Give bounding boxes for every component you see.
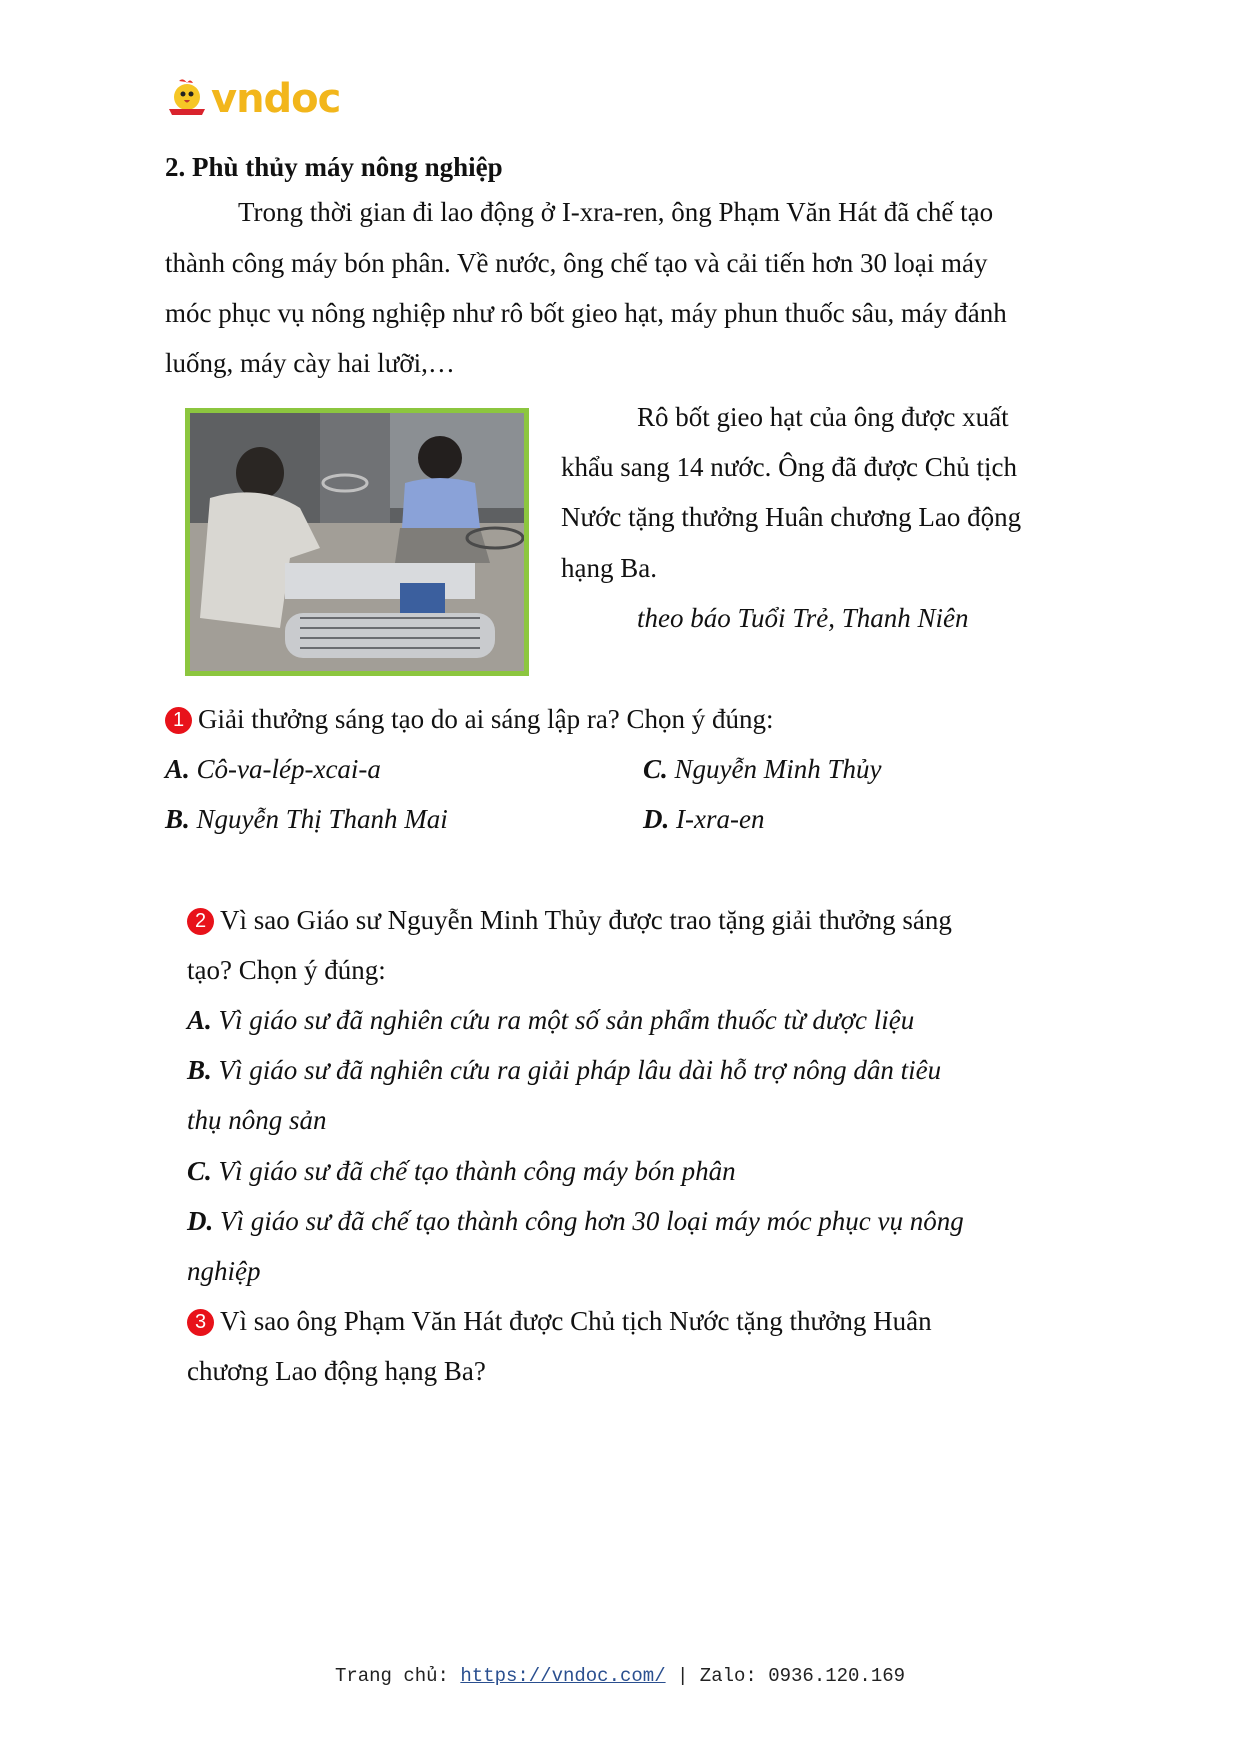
question-text: Vì sao ông Phạm Văn Hát được Chủ tịch Nước tặng thưởng Huân — [220, 1306, 932, 1336]
option-d[interactable] — [643, 794, 764, 845]
option-key: B. — [165, 804, 190, 834]
paragraph-line: khẩu sang 14 nước. Ông đã được Chủ tịch — [561, 452, 1017, 482]
option-a[interactable] — [187, 995, 914, 1046]
option-text: Vì giáo sư đã chế tạo thành công máy bón phân — [218, 1156, 736, 1186]
option-b[interactable] — [187, 1045, 941, 1096]
option-text: Nguyễn Thị Thanh Mai — [196, 804, 448, 834]
option-d[interactable] — [187, 1196, 964, 1247]
option-text: Vì giáo sư đã chế tạo thành công hơn 30 loại máy móc phục vụ nông — [220, 1206, 964, 1236]
option-key: C. — [643, 754, 668, 784]
question-text-cont: chương Lao động hạng Ba? — [187, 1356, 486, 1386]
option-b[interactable] — [165, 794, 448, 845]
article-photo — [185, 408, 529, 676]
option-text-cont: nghiệp — [187, 1256, 261, 1286]
question-3 — [187, 1296, 932, 1347]
option-text: Nguyễn Minh Thủy — [674, 754, 882, 784]
paragraph-line: hạng Ba. — [561, 553, 657, 583]
number-badge-icon: 2 — [187, 908, 214, 935]
paragraph-line: móc phục vụ nông nghiệp như rô bốt gieo hạt, máy phun thuốc sâu, máy đánh — [165, 298, 1007, 328]
question-text: Giải thưởng sáng tạo do ai sáng lập ra? Chọn ý đúng: — [198, 704, 774, 734]
page-footer — [0, 1665, 1240, 1687]
option-key: C. — [187, 1156, 212, 1186]
option-key: D. — [643, 804, 670, 834]
logo-text: vndoc — [211, 76, 341, 122]
paragraph-line: Nước tặng thưởng Huân chương Lao động — [561, 502, 1022, 532]
option-text: Vì giáo sư đã nghiên cứu ra giải pháp lâu dài hỗ trợ nông dân tiêu — [218, 1055, 942, 1085]
paragraph-line: Trong thời gian đi lao động ở I-xra-ren, ông Phạm Văn Hát đã chế tạo — [238, 197, 994, 227]
number-badge-icon: 3 — [187, 1309, 214, 1336]
option-text: Vì giáo sư đã nghiên cứu ra một số sản phẩm thuốc từ dược liệu — [218, 1005, 915, 1035]
question-text: Vì sao Giáo sư Nguyễn Minh Thủy được trao tặng giải thưởng sáng — [220, 905, 952, 935]
option-key: A. — [165, 754, 190, 784]
source-citation: theo báo Tuổi Trẻ, Thanh Niên — [637, 603, 969, 633]
paragraph-line: thành công máy bón phân. Về nước, ông chế tạo và cải tiến hơn 30 loại máy — [165, 248, 988, 278]
option-text: Cô-va-lép-xcai-a — [196, 754, 381, 784]
question-2 — [187, 895, 952, 946]
option-a[interactable] — [165, 744, 381, 795]
vndoc-logo[interactable] — [165, 76, 365, 122]
question-1 — [165, 694, 774, 745]
paragraph-line: luống, máy cày hai lưỡi,… — [165, 348, 455, 378]
chicken-mascot-icon — [165, 77, 209, 121]
number-badge-icon: 1 — [165, 707, 192, 734]
homepage-link[interactable]: https://vndoc.com/ — [460, 1665, 666, 1687]
option-key: B. — [187, 1055, 212, 1085]
option-key: D. — [187, 1206, 214, 1236]
option-c[interactable] — [187, 1146, 736, 1197]
question-text-cont: tạo? Chọn ý đúng: — [187, 955, 386, 985]
option-c[interactable] — [643, 744, 882, 795]
option-text-cont: thụ nông sản — [187, 1105, 327, 1135]
option-key: A. — [187, 1005, 212, 1035]
option-text: I-xra-en — [676, 804, 765, 834]
paragraph-line: Rô bốt gieo hạt của ông được xuất — [637, 402, 1009, 432]
section-title: 2. Phù thủy máy nông nghiệp — [165, 152, 503, 182]
footer-prefix: Trang chủ: — [334, 1665, 461, 1687]
footer-suffix: | Zalo: 0936.120.169 — [665, 1665, 906, 1687]
